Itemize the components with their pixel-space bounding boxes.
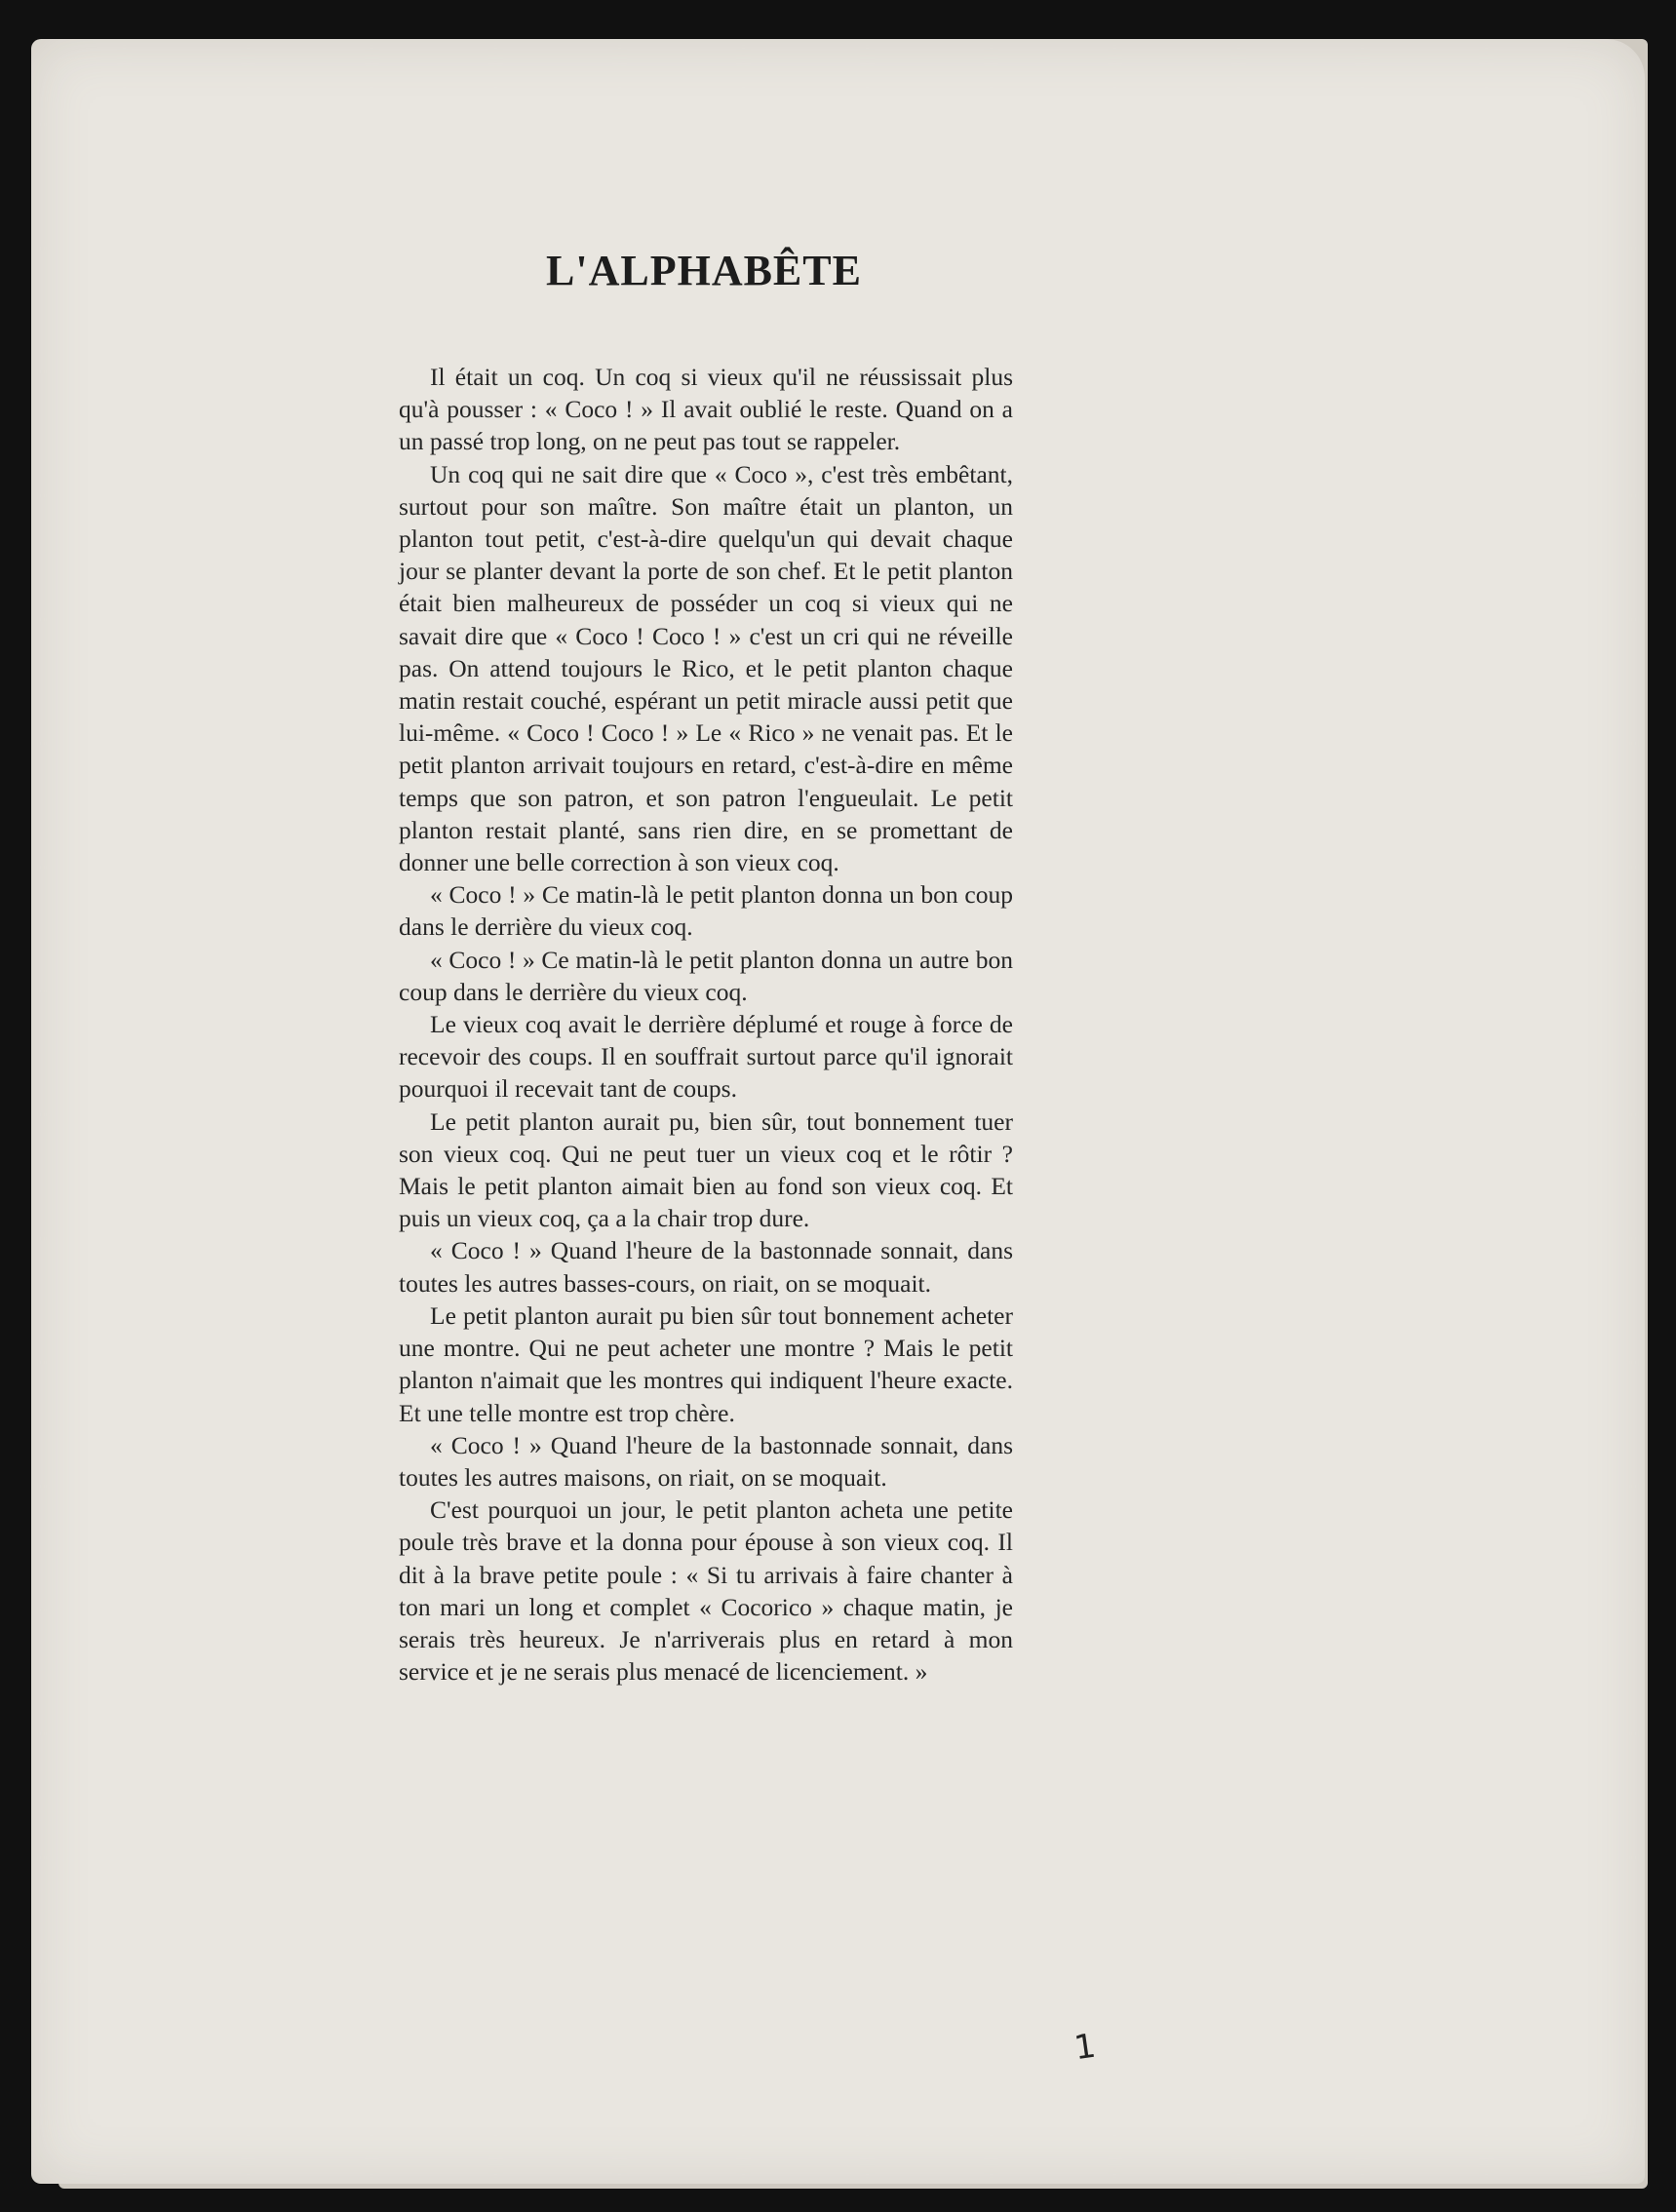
page-title: L'ALPHABÊTE bbox=[546, 247, 862, 294]
paragraph: « Coco ! » Ce matin-là le petit planton donna un bon coup dans le derrière du vieux coq. bbox=[399, 880, 1013, 942]
paragraph: « Coco ! » Quand l'heure de la bastonnade sonnait, dans toutes les autres maisons, on riait, on se moquait. bbox=[399, 1430, 1013, 1492]
paragraph: Le petit planton aurait pu bien sûr tout bonnement acheter une montre. Qui ne peut acheter une montre ? Mais le petit planton n'aimait que les montres qui indiquent l'heure exacte. Et une telle montre est trop chère. bbox=[399, 1300, 1013, 1427]
paragraph: Un coq qui ne sait dire que « Coco », c'est très embêtant, surtout pour son maître. Son maître était un planton, un planton tout petit, c'est-à-dire quelqu'un qui devait chaque jour se planter devant la porte de son chef. Et le petit planton était bien malheureux de posséder un coq si vieux qui ne savait dire que « Coco ! Coco ! » c'est un cri qui ne réveille pas. On attend toujours le Rico, et le petit planton chaque matin restait couché, espérant un petit miracle aussi petit que lui-même. « Coco ! Coco ! » Le « Rico » ne venait pas. Et le petit planton arrivait toujours en retard, c'est-à-dire en même temps que son patron, et son patron l'engueulait. Le petit planton restait planté, sans rien dire, en se promettant de donner une belle correction à son vieux coq. bbox=[399, 459, 1013, 877]
body-text bbox=[399, 361, 1013, 1688]
handwritten-page-number: 1 bbox=[1072, 2026, 1099, 2069]
paragraph: « Coco ! » Quand l'heure de la bastonnade sonnait, dans toutes les autres basses-cours, on riait, on se moquait. bbox=[399, 1236, 1013, 1298]
paragraph: C'est pourquoi un jour, le petit planton acheta une petite poule très brave et la donna pour épouse à son vieux coq. Il dit à la brave petite poule : « Si tu arrivais à faire chanter à ton mari un long et complet « Cocorico » chaque matin, je serais très heureux. Je n'arriverais plus en retard à mon service et je ne serais plus menacé de licenciement. » bbox=[399, 1495, 1013, 1687]
paragraph: Le vieux coq avait le derrière déplumé et rouge à force de recevoir des coups. Il en souffrait surtout parce qu'il ignorait pourquoi il recevait tant de coups. bbox=[399, 1010, 1013, 1104]
paragraph: Il était un coq. Un coq si vieux qu'il ne réussissait plus qu'à pousser : « Coco ! » Il avait oublié le reste. Quand on a un passé trop long, on ne peut pas tout se rappeler. bbox=[399, 363, 1013, 456]
page-sheet bbox=[31, 39, 1645, 2184]
paragraph: « Coco ! » Ce matin-là le petit planton donna un autre bon coup dans le derrière du vieux coq. bbox=[399, 945, 1013, 1006]
paragraph: Le petit planton aurait pu, bien sûr, tout bonnement tuer son vieux coq. Qui ne peut tuer un vieux coq et le rôtir ? Mais le petit planton aimait bien au fond son vieux coq. Et puis un vieux coq, ça a la chair trop dure. bbox=[399, 1106, 1013, 1233]
